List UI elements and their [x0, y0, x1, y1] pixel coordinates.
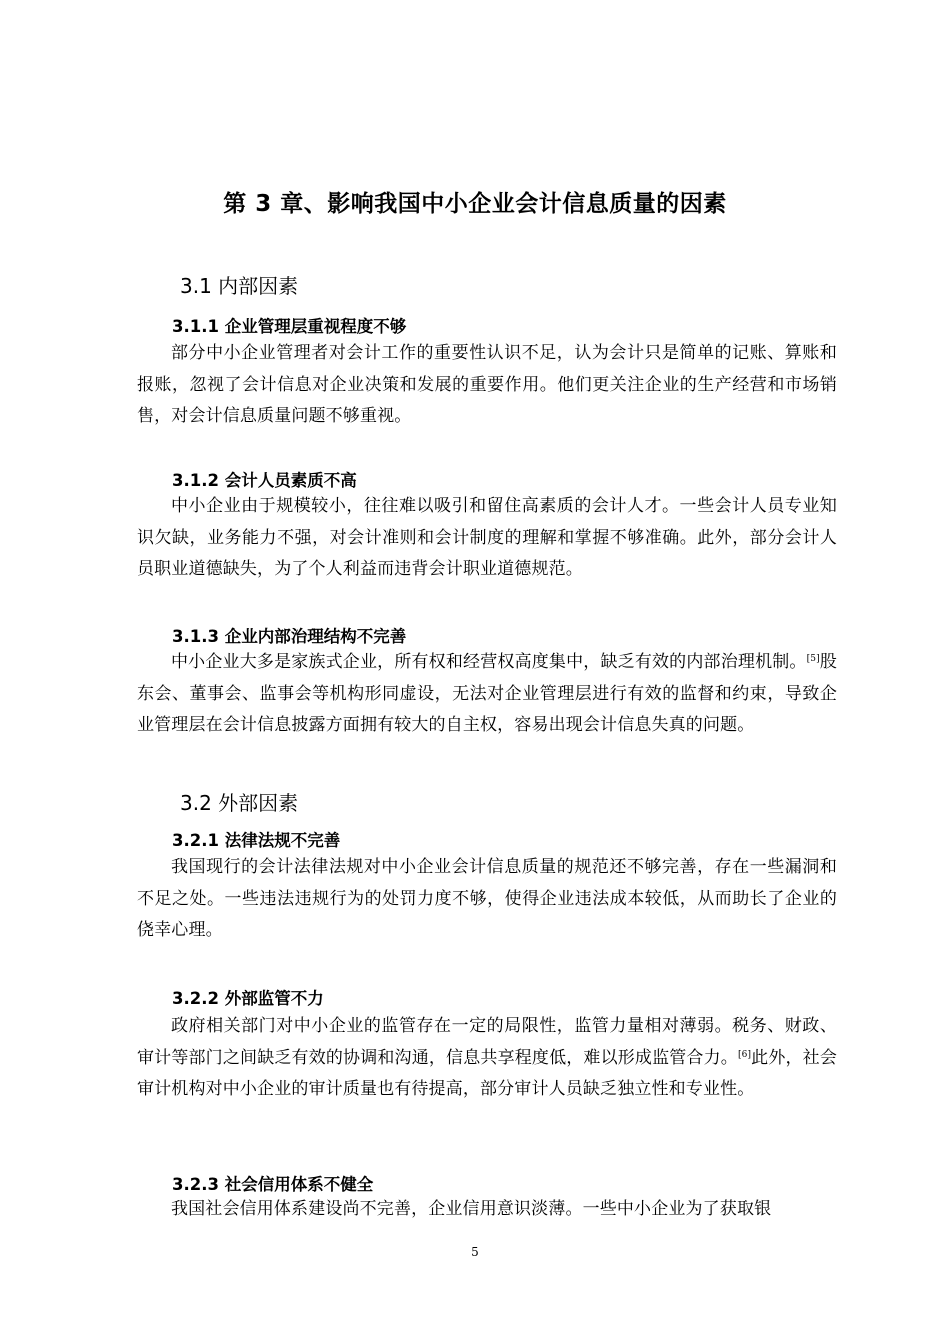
citation-6: [6]	[737, 1049, 752, 1060]
paragraph-3-1-1: 部分中小企业管理者对会计工作的重要性认识不足，认为会计只是简单的记账、算账和报账，忽视了会计信息对企业决策和发展的重要作用。他们更关注企业的生产经营和市场销售，对会计信息质量问题不够重视。	[137, 343, 837, 426]
paragraph-text: 政府相关部门对中小企业的监管存在一定的局限性，监管力量相对薄弱。税务、财政、审计等部门之间缺乏有效的协调和沟通，信息共享程度低，难以形成监管合力。	[137, 1016, 837, 1068]
paragraph-3-2-3: 我国社会信用体系建设尚不完善，企业信用意识淡薄。一些中小企业为了获取银	[171, 1199, 772, 1219]
subsection-heading-3-1-2: 3.1.2 会计人员素质不高	[172, 471, 357, 490]
subsection-heading-3-1-3: 3.1.3 企业内部治理结构不完善	[172, 627, 407, 646]
chapter-title: 第 3 章、影响我国中小企业会计信息质量的因素	[223, 191, 727, 217]
paragraph-3-1-3	[137, 647, 837, 742]
paragraph-3-2-1: 我国现行的会计法律法规对中小企业会计信息质量的规范还不够完善，存在一些漏洞和不足之处。一些违法违规行为的处罚力度不够，使得企业违法成本较低，从而助长了企业的侥幸心理。	[137, 857, 837, 940]
subsection-heading-3-2-1: 3.2.1 法律法规不完善	[172, 831, 341, 850]
paragraph-3-1-2: 中小企业由于规模较小，往往难以吸引和留住高素质的会计人才。一些会计人员专业知识欠缺，业务能力不强，对会计准则和会计制度的理解和掌握不够准确。此外，部分会计人员职业道德缺失，为了个人利益而违背会计职业道德规范。	[137, 496, 837, 579]
citation-5: [5]	[806, 654, 820, 664]
paragraph-3-2-2	[137, 1011, 837, 1106]
section-heading-3-1: 3.1 内部因素	[180, 274, 299, 298]
subsection-heading-3-1-1: 3.1.1 企业管理层重视程度不够	[172, 317, 407, 336]
paragraph-text: 此外，社会审计机构对中小企业的审计质量也有待提高，部分审计人员缺乏独立性和专业性。	[137, 1047, 838, 1099]
paragraph-text: 股东会、董事会、监事会等机构形同虚设，无法对企业管理层进行有效的监督和约束，导致企业管理层在会计信息披露方面拥有较大的自主权，容易出现会计信息失真的问题。	[137, 652, 837, 735]
paragraph-text: 中小企业大多是家族式企业，所有权和经营权高度集中，缺乏有效的内部治理机制。	[171, 652, 807, 672]
subsection-heading-3-2-3: 3.2.3 社会信用体系不健全	[172, 1175, 374, 1194]
page-number: 5	[471, 1245, 479, 1259]
subsection-heading-3-2-2: 3.2.2 外部监管不力	[172, 989, 324, 1008]
section-heading-3-2: 3.2 外部因素	[180, 791, 299, 815]
